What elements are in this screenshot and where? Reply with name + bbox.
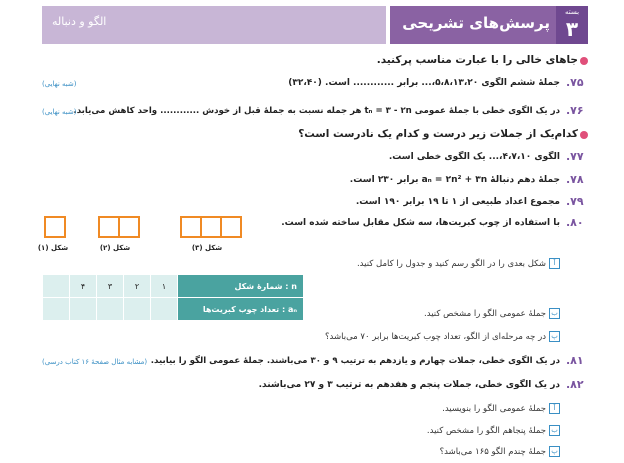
header-subtitle: الگو و دنباله xyxy=(52,15,107,28)
sub-marker-icon: پ xyxy=(549,446,560,457)
table-row-header: aₙ : تعداد چوب کبریت‌ها xyxy=(178,298,304,321)
section-bullet-icon xyxy=(580,131,588,139)
sub-marker-icon: ب xyxy=(549,308,560,319)
sub-marker-icon: آ xyxy=(549,403,560,414)
figure-3-square xyxy=(220,216,242,238)
q75-number: .۷۵ xyxy=(566,76,584,89)
pack-label: بسته xyxy=(564,8,580,16)
q76-number: .۷۶ xyxy=(566,104,584,117)
section-title-true-false: کدام‌یک از جملات زیر درست و کدام یک نادرست است؟ xyxy=(298,128,578,140)
q82-sub-a xyxy=(442,403,560,414)
q80-sub-c xyxy=(325,331,560,342)
table-cell-blank[interactable] xyxy=(70,298,97,321)
q80-sub-b-text: جملهٔ عمومی الگو را مشخص کنید. xyxy=(424,309,546,319)
q82-sub-a-text: جملهٔ عمومی الگو را بنویسید. xyxy=(442,404,546,414)
q75-note: (شبه نهایی) xyxy=(42,80,77,88)
matchstick-figures xyxy=(37,214,282,264)
section-title-fill-blanks: جاهای خالی را با عبارت مناسب پرکنید. xyxy=(376,54,578,66)
q80-sub-a xyxy=(357,258,560,269)
figure-1-square xyxy=(44,216,66,238)
page-title: پرسش‌های تشریحی xyxy=(402,14,550,32)
q75-text: جملهٔ ششم الگوی ۵،۸،۱۳،۲۰،... برابر ............ است. (۳۲،۴۰) xyxy=(288,78,560,88)
figure-3-square xyxy=(180,216,202,238)
q77-number: .۷۷ xyxy=(566,150,584,163)
table-cell: ۳ xyxy=(97,275,124,298)
q81-number: .۸۱ xyxy=(566,354,584,367)
figure-2-square xyxy=(98,216,120,238)
table-cell-blank[interactable] xyxy=(43,298,70,321)
sub-marker-icon: پ xyxy=(549,331,560,342)
q82-sub-c xyxy=(440,446,560,457)
q80-sub-a-text: شکل بعدی را در الگو رسم کنید و جدول را کامل کنید. xyxy=(356,259,546,269)
figure-1-label: شکل (۱) xyxy=(37,244,69,252)
table-cell: ۱ xyxy=(151,275,178,298)
q80-note: (مشابه مثال صفحهٔ ۱۶ کتاب درسی) xyxy=(42,358,148,366)
table-row xyxy=(43,298,304,321)
figure-2-square xyxy=(118,216,140,238)
table-row-header: n : شمارهٔ شکل xyxy=(178,275,304,298)
q79-text: مجموع اعداد طبیعی از ۱ تا ۱۹ برابر ۱۹۰ است. xyxy=(355,197,560,207)
figure-3-square xyxy=(200,216,222,238)
q77-text: الگوی ۴،۷،۱۰،... یک الگوی خطی است. xyxy=(388,152,560,162)
table-cell-blank[interactable] xyxy=(151,298,178,321)
q82-text: در یک الگوی خطی، جملات پنجم و هفدهم به ترتیب ۳ و ۲۷ می‌باشند. xyxy=(258,380,560,390)
q80-number: .۸۰ xyxy=(566,216,584,229)
q76-note: (شبه نهایی) xyxy=(42,108,77,116)
q80-sub-b xyxy=(424,308,560,319)
q80-sub-c-text: در چه مرحله‌ای از الگو، تعداد چوب کبریت‌ها برابر ۷۰ می‌باشد؟ xyxy=(325,332,546,342)
q82-sub-c-text: جملهٔ چندم الگو ۱۶۵ می‌باشد؟ xyxy=(439,447,546,457)
q79-number: .۷۹ xyxy=(566,195,584,208)
q80-text: با استفاده از چوب کبریت‌ها، سه شکل مقابل ساخته شده است. xyxy=(281,218,560,228)
q82-number: .۸۲ xyxy=(566,378,584,391)
figure-2-label: شکل (۲) xyxy=(99,244,131,252)
matchstick-table xyxy=(42,274,304,321)
q78-text: جملهٔ دهم دنبالهٔ aₙ = ۲n² + ۳n برابر ۲۳۰ است. xyxy=(349,175,560,185)
pack-number: ۳ xyxy=(565,17,579,41)
table-cell[interactable] xyxy=(43,275,70,298)
sub-marker-icon: آ xyxy=(549,258,560,269)
figure-3-label: شکل (۳) xyxy=(191,244,223,252)
q82-sub-b xyxy=(427,425,560,436)
q82-sub-b-text: جملهٔ پنجاهم الگو را مشخص کنید. xyxy=(426,426,546,436)
table-cell-blank[interactable] xyxy=(124,298,151,321)
q76-text: در یک الگوی خطی با جملهٔ عمومی tₙ = ۳ - ۲n هر جمله نسبت به جملهٔ قبل از خودش ............ واحد کاهش می‌یابد. xyxy=(73,106,560,116)
table-cell-blank[interactable] xyxy=(97,298,124,321)
table-cell: ۲ xyxy=(124,275,151,298)
table-row xyxy=(43,275,304,298)
section-bullet-icon xyxy=(580,57,588,65)
q78-number: .۷۸ xyxy=(566,173,584,186)
sub-marker-icon: ب xyxy=(549,425,560,436)
table-cell: ۴ xyxy=(70,275,97,298)
q81-text: در یک الگوی خطی، جملات چهارم و یازدهم به ترتیب ۹ و ۳۰ می‌باشند. جملهٔ عمومی الگو را بیابید. xyxy=(150,356,560,366)
